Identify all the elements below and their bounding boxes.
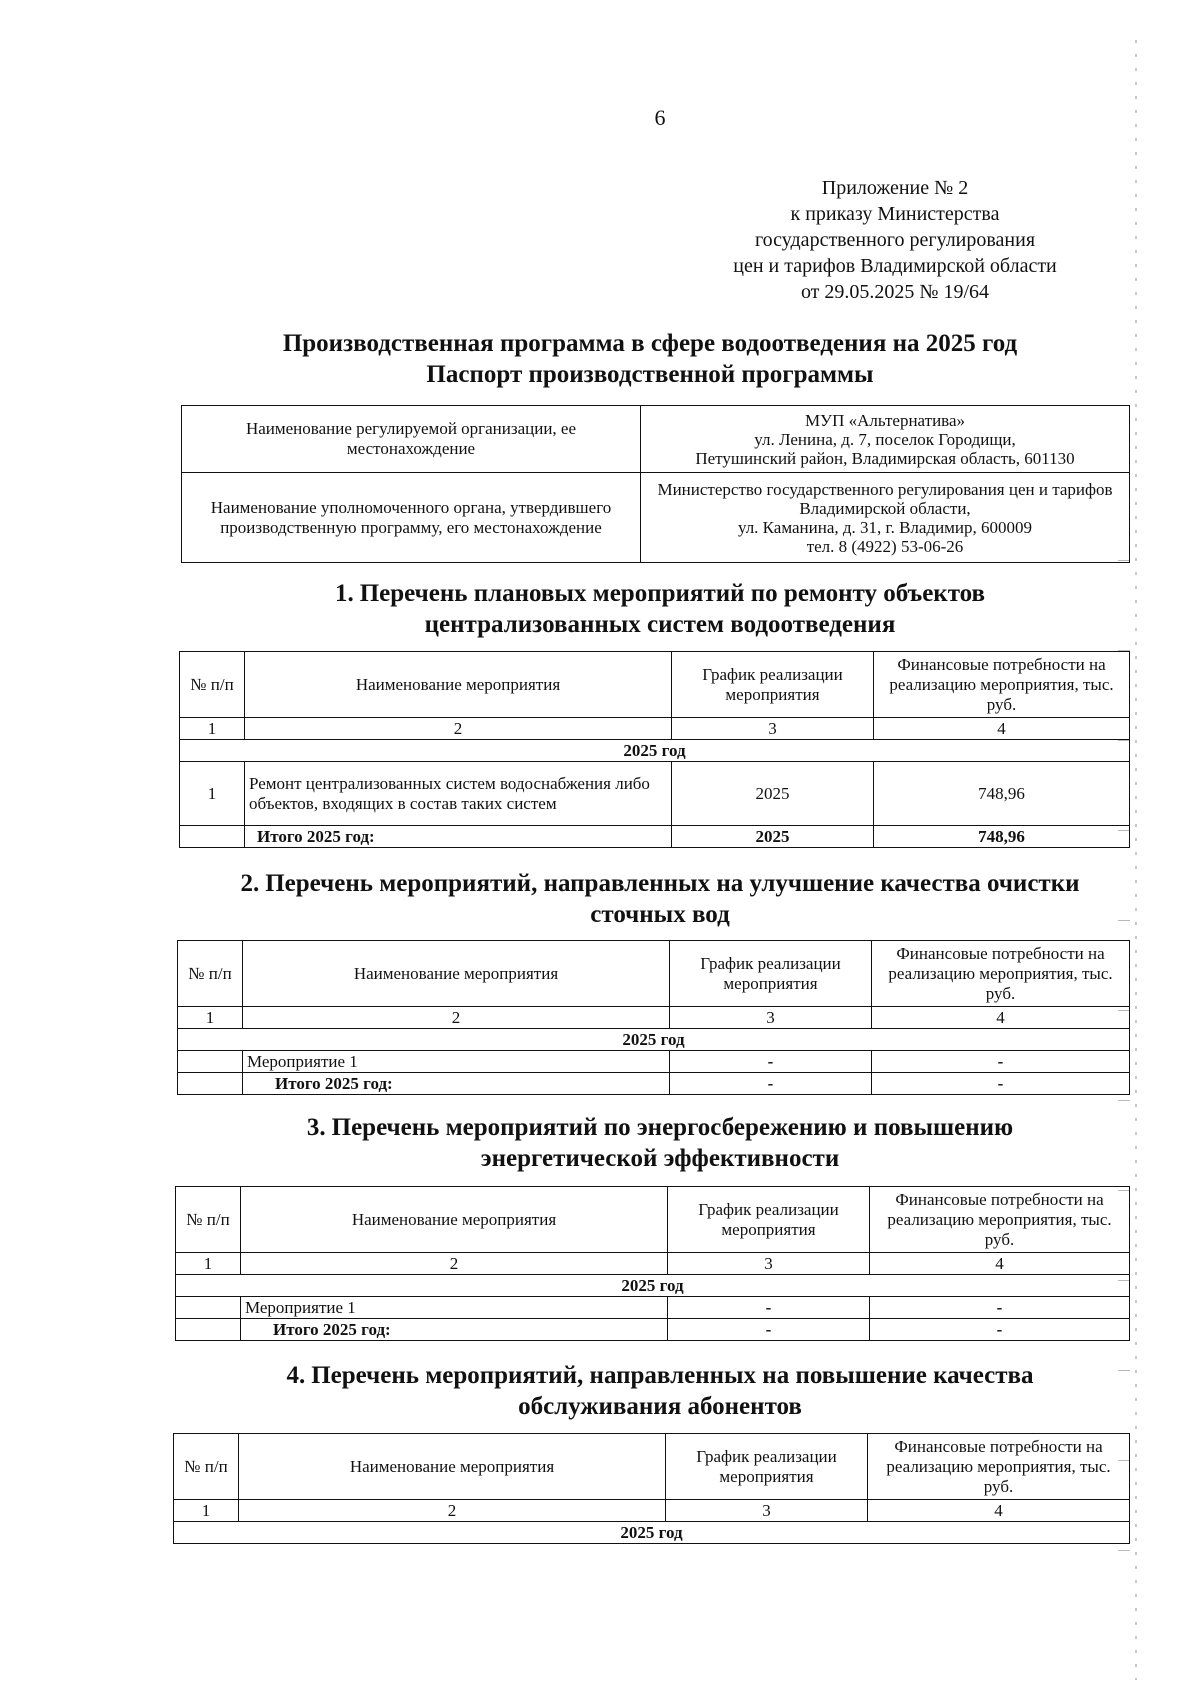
passport-value-line: Министерство государственного регулирования цен и тарифов Владимирской области, [657,479,1113,518]
total-schedule: 2025 [672,826,874,848]
appendix-line: Приложение № 2 [821,177,969,199]
passport-value-line: тел. 8 (4922) 53-06-26 [806,536,964,556]
section-title-text: Перечень мероприятий по энергосбережению и повышению [331,1114,1014,1141]
row-schedule: 2025 [672,762,874,826]
table-row [176,1275,1130,1297]
table-row [178,1029,1130,1051]
section-3-title [0,1112,1200,1174]
scan-edge-artifact [1135,40,1137,1680]
table-row [176,1297,1130,1319]
table-row [182,406,1130,473]
section-title-line: энергетической эффективности [480,1145,840,1172]
row-name: Мероприятие 1 [243,1051,670,1073]
table-header-row [180,652,1130,718]
header-finance: Финансовые потребности на реализацию мероприятия, тыс. руб. [870,1187,1130,1253]
appendix-line: от 29.05.2025 № 19/64 [800,281,990,303]
table-header-row [178,941,1130,1007]
row-no [178,1073,243,1095]
header-finance: Финансовые потребности на реализацию мероприятия, тыс. руб. [874,652,1130,718]
row-schedule: - [670,1051,872,1073]
header-finance: Финансовые потребности на реализацию мероприятия, тыс. руб. [872,941,1130,1007]
section-title-line: сточных вод [590,901,730,928]
passport-value [641,406,1130,473]
header-no: № п/п [176,1187,241,1253]
header-no: № п/п [178,941,243,1007]
table-row [174,1522,1130,1544]
appendix-line: к приказу Министерства [790,203,1000,225]
section-title-line: обслуживания абонентов [518,1393,802,1420]
year-row: 2025 год [174,1522,1130,1544]
appendix-line: цен и тарифов Владимирской области [733,255,1057,277]
column-number: 3 [672,718,874,740]
passport-label: Наименование уполномоченного органа, утвердившего производственную программу, его местонахождение [182,473,641,563]
passport-table [181,405,1130,563]
column-number: 3 [668,1253,870,1275]
passport-label: Наименование регулируемой организации, ее местонахождение [182,406,641,473]
title-line: Производственная программа в сфере водоотведения на 2025 год [282,330,1018,357]
section-title-text: Перечень плановых мероприятий по ремонту объектов [359,580,986,607]
section-title-line: централизованных систем водоотведения [424,611,896,638]
appendix-line: государственного регулирования [754,229,1036,251]
header-no: № п/п [180,652,245,718]
total-schedule: - [668,1319,870,1341]
header-no: № п/п [174,1434,239,1500]
row-finance: - [870,1297,1130,1319]
header-schedule: График реализации мероприятия [666,1434,868,1500]
total-finance: - [870,1319,1130,1341]
header-name: Наименование мероприятия [241,1187,668,1253]
row-no [178,1051,243,1073]
header-name: Наименование мероприятия [239,1434,666,1500]
column-number: 1 [178,1007,243,1029]
column-number: 3 [666,1500,868,1522]
section-title-text: Перечень мероприятий, направленных на улучшение качества очистки [265,870,1080,897]
column-number: 1 [174,1500,239,1522]
column-number: 2 [243,1007,670,1029]
row-name: Мероприятие 1 [241,1297,668,1319]
passport-value-line: МУП «Альтернатива» [804,410,966,430]
section-2-title [0,868,1200,930]
section-4-title [0,1360,1200,1422]
page-number: 6 [654,105,666,130]
row-no [176,1319,241,1341]
year-row: 2025 год [178,1029,1130,1051]
header-schedule: График реализации мероприятия [672,652,874,718]
section-title-line [0,578,1200,609]
section-number: 3. [306,1114,326,1141]
header-name: Наименование мероприятия [245,652,672,718]
header-finance: Финансовые потребности на реализацию мероприятия, тыс. руб. [868,1434,1130,1500]
table-row [182,473,1130,563]
table-row [176,1253,1130,1275]
year-row: 2025 год [176,1275,1130,1297]
row-finance: - [872,1051,1130,1073]
section-number: 1. [334,580,354,607]
row-no: 1 [180,762,245,826]
column-number: 4 [868,1500,1130,1522]
total-label: Итого 2025 год: [241,1319,668,1341]
document-title [0,328,1200,390]
column-number: 2 [245,718,672,740]
header-name: Наименование мероприятия [243,941,670,1007]
total-schedule: - [670,1073,872,1095]
column-number: 4 [874,718,1130,740]
passport-value-line: Петушинский район, Владимирская область, 601130 [695,448,1075,468]
column-number: 2 [239,1500,666,1522]
table-row [180,762,1130,826]
appendix-header [685,175,1105,305]
row-finance: 748,96 [874,762,1130,826]
section-title-line [0,868,1200,899]
column-number: 3 [670,1007,872,1029]
section-number: 2. [240,870,260,897]
total-row [176,1319,1130,1341]
total-row [178,1073,1130,1095]
total-row [180,826,1130,848]
section-4-table [173,1433,1130,1544]
header-schedule: График реализации мероприятия [668,1187,870,1253]
total-label: Итого 2025 год: [243,1073,670,1095]
header-schedule: График реализации мероприятия [670,941,872,1007]
column-number: 4 [872,1007,1130,1029]
section-3-table [175,1186,1130,1341]
section-title-text: Перечень мероприятий, направленных на повышение качества [311,1362,1034,1389]
total-label: Итого 2025 год: [245,826,672,848]
passport-value-line: ул. Каманина, д. 31, г. Владимир, 600009 [737,517,1033,537]
section-title-line [0,1360,1200,1391]
table-header-row [174,1434,1130,1500]
column-number: 1 [180,718,245,740]
passport-value-line: ул. Ленина, д. 7, поселок Городищи, [754,429,1016,449]
row-schedule: - [668,1297,870,1319]
row-no [180,826,245,848]
section-1-table [179,651,1130,848]
row-name: Ремонт централизованных систем водоснабжения либо объектов, входящих в состав таких систем [245,762,672,826]
table-row [178,1051,1130,1073]
table-row [178,1007,1130,1029]
total-finance: 748,96 [874,826,1130,848]
column-number: 1 [176,1253,241,1275]
table-header-row [176,1187,1130,1253]
row-no [176,1297,241,1319]
table-row [180,718,1130,740]
section-number: 4. [286,1362,306,1389]
total-finance: - [872,1073,1130,1095]
table-row [180,740,1130,762]
table-row [174,1500,1130,1522]
year-row: 2025 год [180,740,1130,762]
column-number: 4 [870,1253,1130,1275]
column-number: 2 [241,1253,668,1275]
section-2-table [177,940,1130,1095]
passport-value [641,473,1130,563]
section-1-title [0,578,1200,640]
section-title-line [0,1112,1200,1143]
subtitle-line: Паспорт производственной программы [426,361,874,388]
